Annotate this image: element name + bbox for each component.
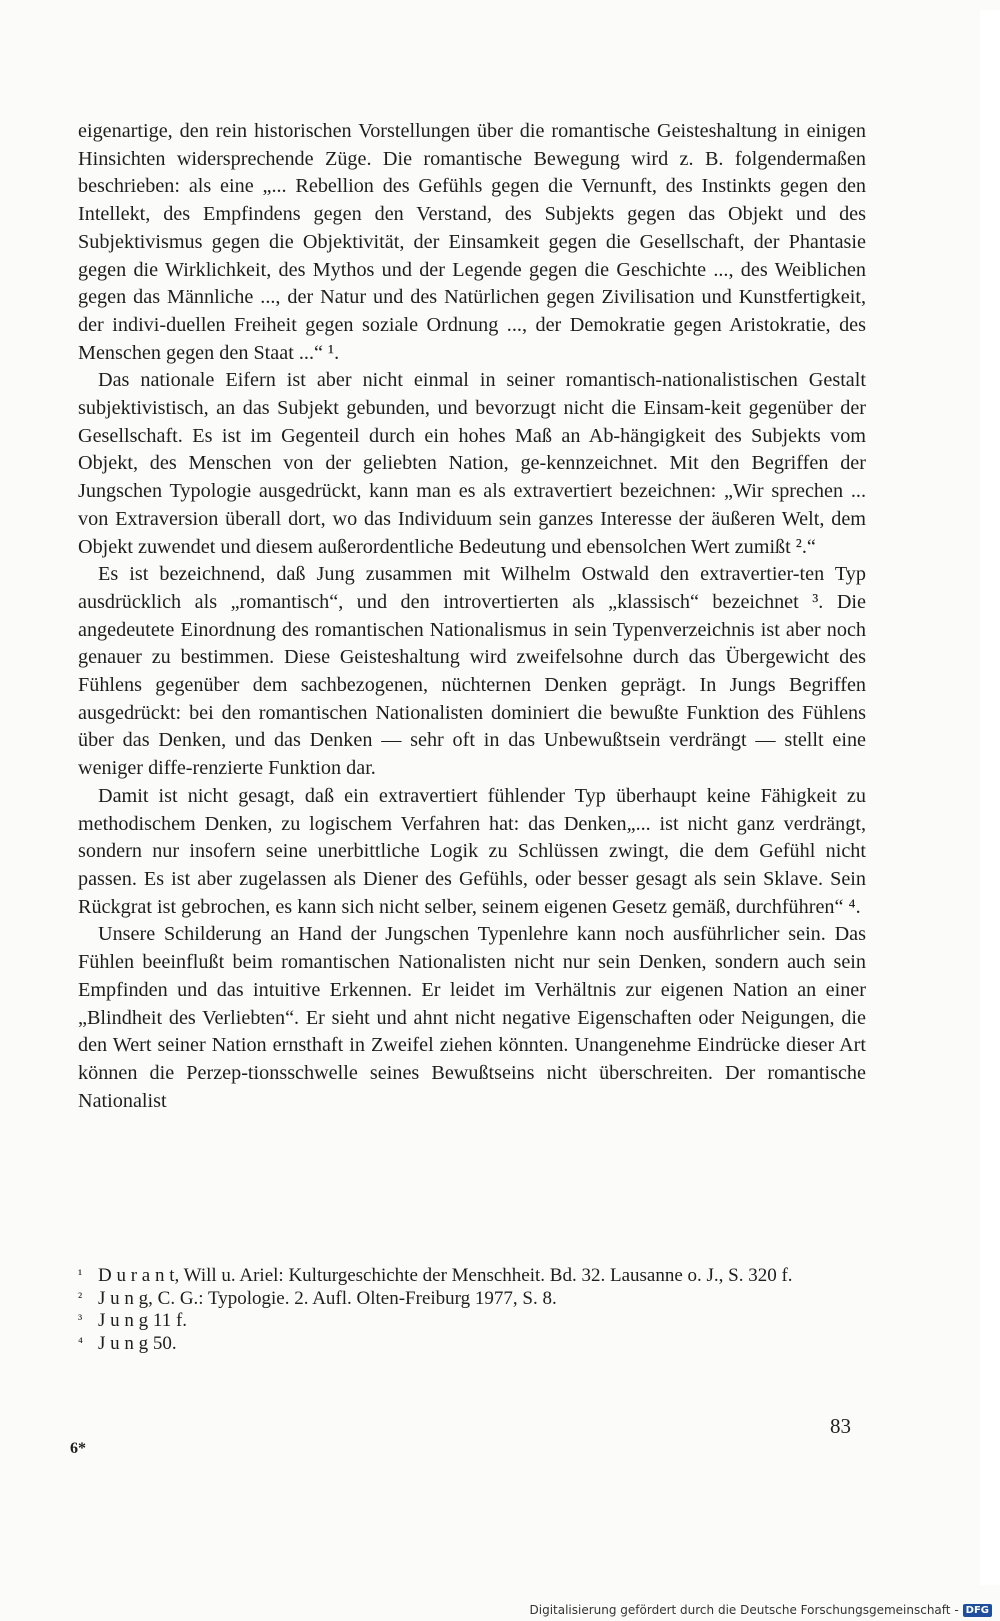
paragraph: eigenartige, den rein historischen Vorstellungen über die romantische Geisteshaltung in einigen Hinsichten widersprechende Züge. Die romantische Bewegung wird z. B. folgendermaßen beschrieben: als eine „... Rebellion des Gefühls gegen die Vernunft, des Instinkts gegen den Intellekt, des Empfindens gegen den Verstand, des Subjekts gegen das Objekt und des Subjektivismus gegen die Objektivität, der Einsamkeit gegen die Gesellschaft, der Phantasie gegen die Wirklichkeit, des Mythos und der Legende gegen die Geschichte ..., des Weiblichen gegen das Männliche ..., der Natur und des Natürlichen gegen Zivilisation und Kunstfertigkeit, der indivi-duellen Freiheit gegen soziale Ordnung ..., der Demokratie gegen Aristokratie, des Menschen gegen den Staat ...“ ¹. (78, 120, 866, 364)
footnote (78, 1265, 868, 1288)
footnote-number: ² (78, 1290, 83, 1306)
paragraph: Unsere Schilderung an Hand der Jungschen Typenlehre kann noch ausführlicher sein. Das Fühlen beeinflußt beim romantischen Nationalisten nicht nur sein Denken, sondern auch sein Empfinden und das intuitive Erkennen. Er leidet im Verhältnis zur eigenen Nation an einer „Blindheit des Verliebten“. Er sieht und ahnt nicht negative Eigenschaften oder Neigungen, die den Wert seiner Nation ernsthaft in Zweifel ziehen könnten. Unangenehme Eindrücke dieser Art können die Perzep-tionsschwelle seines Bewußtseins nicht überschreiten. Der romantische Nationalist (78, 923, 866, 1112)
footnote-text: D u r a n t, Will u. Ariel: Kulturgeschichte der Menschheit. Bd. 32. Lausanne o. J., S. 320 f. (98, 1265, 793, 1286)
page-number: 83 (830, 1414, 851, 1438)
digitization-credit (530, 1603, 993, 1617)
footnote-number: ⁴ (78, 1335, 83, 1351)
footnote-number: ¹ (78, 1268, 83, 1283)
footnote-text: J u n g, C. G.: Typologie. 2. Aufl. Olten-Freiburg 1977, S. 8. (98, 1287, 557, 1309)
footnote (78, 1310, 868, 1333)
footnote-text: J u n g 50. (98, 1332, 177, 1354)
footnote (78, 1288, 868, 1311)
dfg-logo: DFG (963, 1604, 992, 1617)
paragraph: Es ist bezeichnend, daß Jung zusammen mit Wilhelm Ostwald den extravertier-ten Typ ausdrücklich als „romantisch“, und den introvertierten als „klassisch“ bezeichnet ³. Die angedeutete Einordnung des romantischen Nationalismus in sein Typenverzeichnis ist aber noch genauer zu bestimmen. Diese Geisteshaltung wird zweifelsohne durch das Übergewicht des Fühlens gegenüber dem sachbezogenen, nüchternen Denken geprägt. In Jungs Begriffen ausgedrückt: bei den romantischen Nationalisten dominiert die bewußte Funktion des Fühlens über das Denken, und das Denken — sehr oft in das Unbewußtsein verdrängt — stellt eine weniger diffe-renzierte Funktion dar. (78, 563, 866, 780)
footnote (78, 1333, 868, 1356)
page-edge (980, 10, 1000, 1585)
body-text (78, 118, 866, 1115)
paragraph: Das nationale Eifern ist aber nicht einmal in seiner romantisch-nationalistischen Gestalt subjektivistisch, an das Subjekt gebunden, und bevorzugt nicht die Einsam-keit gegenüber der Gesellschaft. Es ist im Gegenteil durch ein hohes Maß an Ab-hängigkeit des Subjekts vom Objekt, des Menschen von der geliebten Nation, ge-kennzeichnet. Mit den Begriffen der Jungschen Typologie ausgedrückt, kann man es als extravertiert bezeichnen: „Wir sprechen ... von Extraversion überall dort, wo das Individuum sein ganzes Interesse der äußeren Welt, dem Objekt zuwendet und diesem außerordentliche Bedeutung und ebensolchen Wert zumißt ².“ (78, 369, 866, 558)
footnotes (78, 1265, 868, 1355)
footnote-text: J u n g 11 f. (98, 1310, 188, 1331)
signature-mark: 6* (70, 1440, 86, 1457)
footnote-number: ³ (78, 1313, 83, 1328)
credit-text: Digitalisierung gefördert durch die Deutsche Forschungsgemeinschaft - (529, 1603, 959, 1617)
paragraph: Damit ist nicht gesagt, daß ein extravertiert fühlender Typ überhaupt keine Fähigkeit zu methodischem Denken, zu logischem Verfahren hat: das Denken„... ist nicht ganz verdrängt, sondern nur insofern seine unerbittliche Logik zu Schlüssen zwingt, die dem Gefühl nicht passen. Es ist aber zugelassen als Diener des Gefühls, oder besser gesagt als sein Sklave. Sein Rückgrat ist gebrochen, es kann sich nicht selber, seinem eigenen Gesetz gemäß, durchführen“ ⁴. (78, 784, 866, 918)
